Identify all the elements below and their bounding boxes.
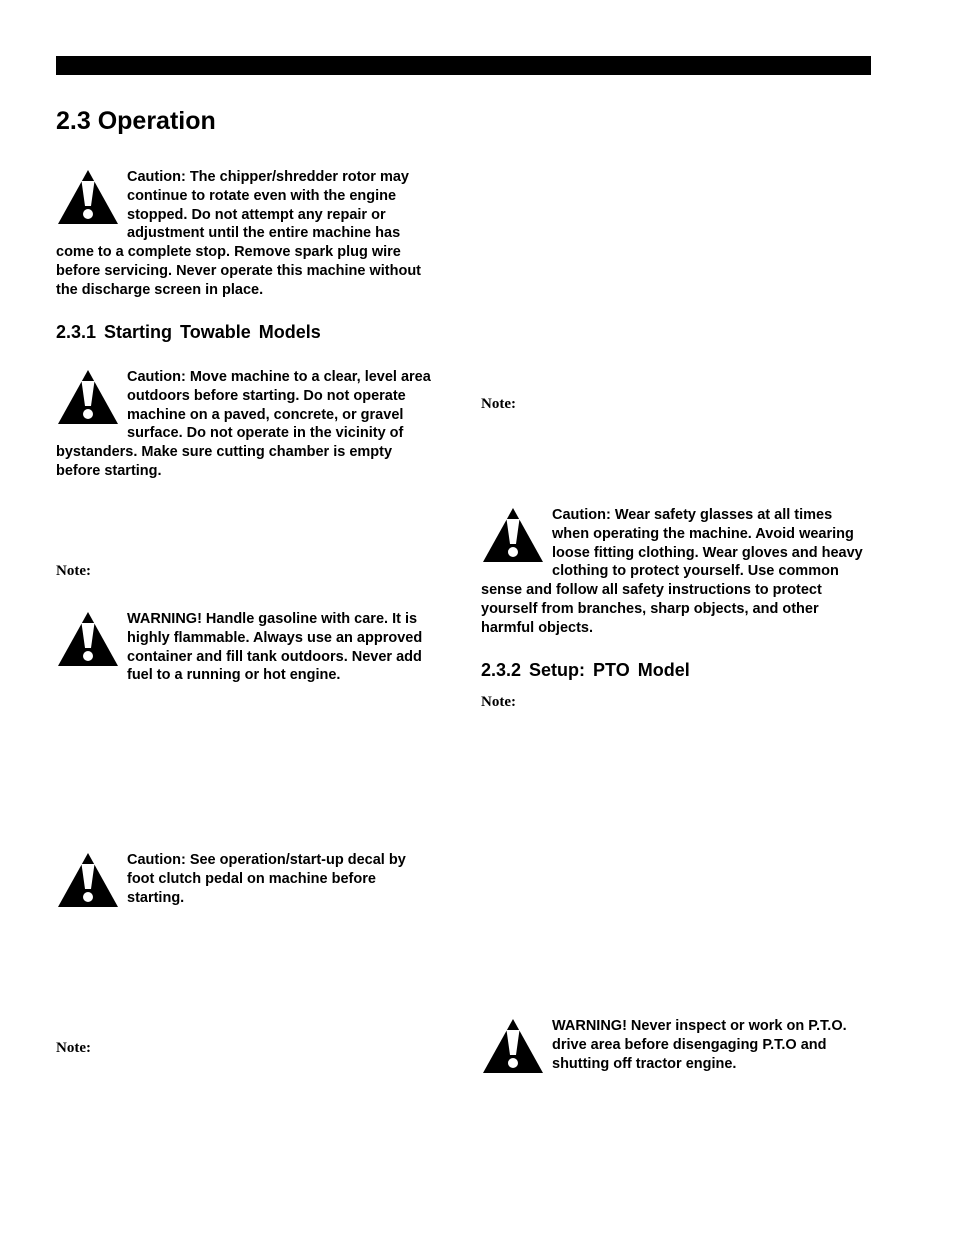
warning-gasoline [56,610,442,685]
warning-text: WARNING! Never inspect or work on P.T.O. drive area before disengaging P.T.O and shutting off tractor engine. [552,1018,847,1072]
note-label: Note: [481,694,516,710]
caution-rotor [56,168,436,300]
warning-triangle-icon [56,368,120,426]
caution-text: Caution: The chipper/shredder rotor may continue to rotate even with the engine stopped. Do not attempt any repair or adjustment until the entire machine has come to a complete stop. Remove spark plug wire before servicing. Never operate this machine without the discharge screen in place. [56,169,422,298]
note-label: Note: [56,563,91,579]
subsection-title-pto: 2.3.2 Setup: PTO Model [481,660,690,680]
caution-text: Caution: See operation/start-up decal by foot clutch pedal on machine before starting. [127,852,406,906]
caution-move-machine [56,368,440,481]
warning-triangle-icon [481,506,545,564]
header-rule [56,56,871,75]
section-title: 2.3 Operation [56,107,216,135]
note-label: Note: [481,396,516,412]
caution-decal [56,851,436,909]
warning-pto [481,1017,873,1075]
warning-text: WARNING! Handle gasoline with care. It is highly flammable. Always use an approved container and fill tank outdoors. Never add fuel to a running or hot engine. [127,611,423,684]
note-label: Note: [56,1040,91,1056]
warning-triangle-icon [56,168,120,226]
subsection-title-towable: 2.3.1 Starting Towable Models [56,322,321,342]
caution-text: Caution: Wear safety glasses at all times when operating the machine. Avoid wearing loose fitting clothing. Wear gloves and heavy clothing to protect yourself. Use common sense and follow all safety instructions to protect yourself from branches, sharp objects, and other harmful objects. [481,507,863,636]
warning-triangle-icon [481,1017,545,1075]
warning-triangle-icon [56,610,120,668]
caution-text: Caution: Move machine to a clear, level area outdoors before starting. Do not operate machine on a paved, concrete, or gravel surface. Do not operate in the vicinity of bystanders. Make sure cutting chamber is empty before starting. [56,369,431,479]
caution-safety-glasses [481,506,873,638]
warning-triangle-icon [56,851,120,909]
